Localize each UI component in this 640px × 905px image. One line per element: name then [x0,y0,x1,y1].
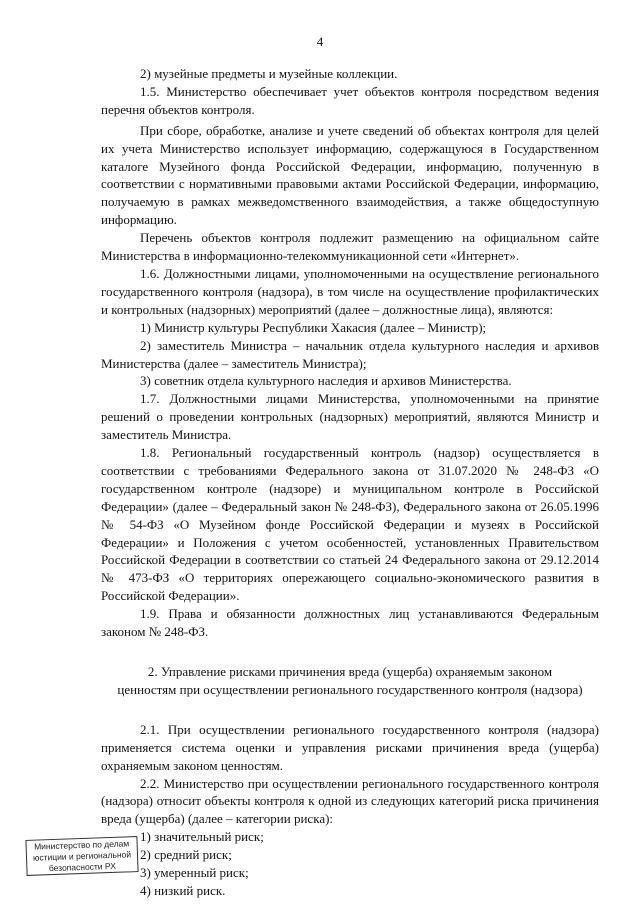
paragraph-1-7: 1.7. Должностными лицами Министерства, уполномоченными на принятие решений о проведении контрольных (надзорных) мероприятий, являются Министр и заместитель Министра. [101,391,599,443]
registration-stamp [25,836,138,876]
list-item-deputy-minister: 2) заместитель Министра – начальник отдела культурного наследия и архивов Министерства (далее – заместитель Министра); [101,337,599,371]
document-body [101,65,599,900]
risk-category-moderate: 3) умеренный риск; [140,865,249,881]
paragraph-2-1: 2.1. При осуществлении регионального государственного контроля (надзора) применяется система оценки и управления рисками причинения вреда (ущерба) охраняемым законом ценностям. [101,721,599,773]
risk-category-medium: 2) средний риск; [140,847,232,863]
risk-category-low: 4) низкий риск. [140,882,226,898]
list-item-minister: 1) Министр культуры Республики Хакасия (далее – Министр); [140,319,487,335]
stamp-line-1: Министерство по делам [33,838,130,852]
paragraph-1-9: 1.9. Права и обязанности должностных лиц устанавливаются Федеральным законом № 248-ФЗ. [101,606,599,640]
paragraph-1-8: 1.8. Региональный государственный контроль (надзор) осуществляется в соответствии с требованиями Федерального закона от 31.07.2020 № 248-ФЗ «О государственном контроле (надзоре) и муниципальном контроле в Российской Федерации» (далее – Федеральный закон № 248-ФЗ), Федерального закона от 26.05.1996 № 54-ФЗ «О Музейном фонде Российской Федерации и музеях в Российской Федерации» и Положения с учетом особенностей, установленных Правительством Российской Федерации в соответствии со статьей 24 Федерального закона от 29.12.2014 № 473-ФЗ «О территориях опережающего социально-экономического развития в Российской Федерации». [101,445,599,604]
paragraph-museum-items: 2) музейные предметы и музейные коллекции. [140,66,398,81]
paragraph-1-6: 1.6. Должностными лицами, уполномоченными на осуществление регионального государственного контроля (надзора), в том числе на осуществление профилактических и контрольных (надзорных) мероприятий (далее – должностные лица), являются: [101,265,599,317]
section-2-heading-line1: 2. Управление рисками причинения вреда (ущерба) охраняемым законом [147,664,553,679]
paragraph-1-5: 1.5. Министерство обеспечивает учет объектов контроля посредством ведения перечня объектов контроля. [101,83,599,117]
paragraph-2-2: 2.2. Министерство при осуществлении регионального государственного контроля (надзора) относит объекты контроля к одной из следующих категорий риска причинения вреда (ущерба) (далее – категории риска): [101,775,599,827]
paragraph-list-publication: Перечень объектов контроля подлежит размещению на официальном сайте Министерства в информационно-телекоммуникационной сети «Интернет». [101,230,599,264]
stamp-line-2: юстиции и региональной [32,849,132,863]
paragraph-data-collection: При сборе, обработке, анализе и учете сведений об объектах контроля для целей их учета Министерство использует информацию, содержащуюся в Государственном каталоге Музейного фонда Российской Федерации, информацию, полученную в соответствии с нормативными правовыми актами Российской Федерации, информацию, получаемую в рамках межведомственного взаимодействия, а также общедоступную информацию. [101,122,599,228]
list-item-advisor: 3) советник отдела культурного наследия и архивов Министерства. [140,373,512,389]
risk-category-significant: 1) значительный риск; [140,829,264,845]
page-number: 4 [316,34,324,49]
section-2-heading-line2: ценностям при осуществлении регионального государственного контроля (надзора) [117,681,583,697]
stamp-line-3: безопасности РХ [48,860,117,874]
